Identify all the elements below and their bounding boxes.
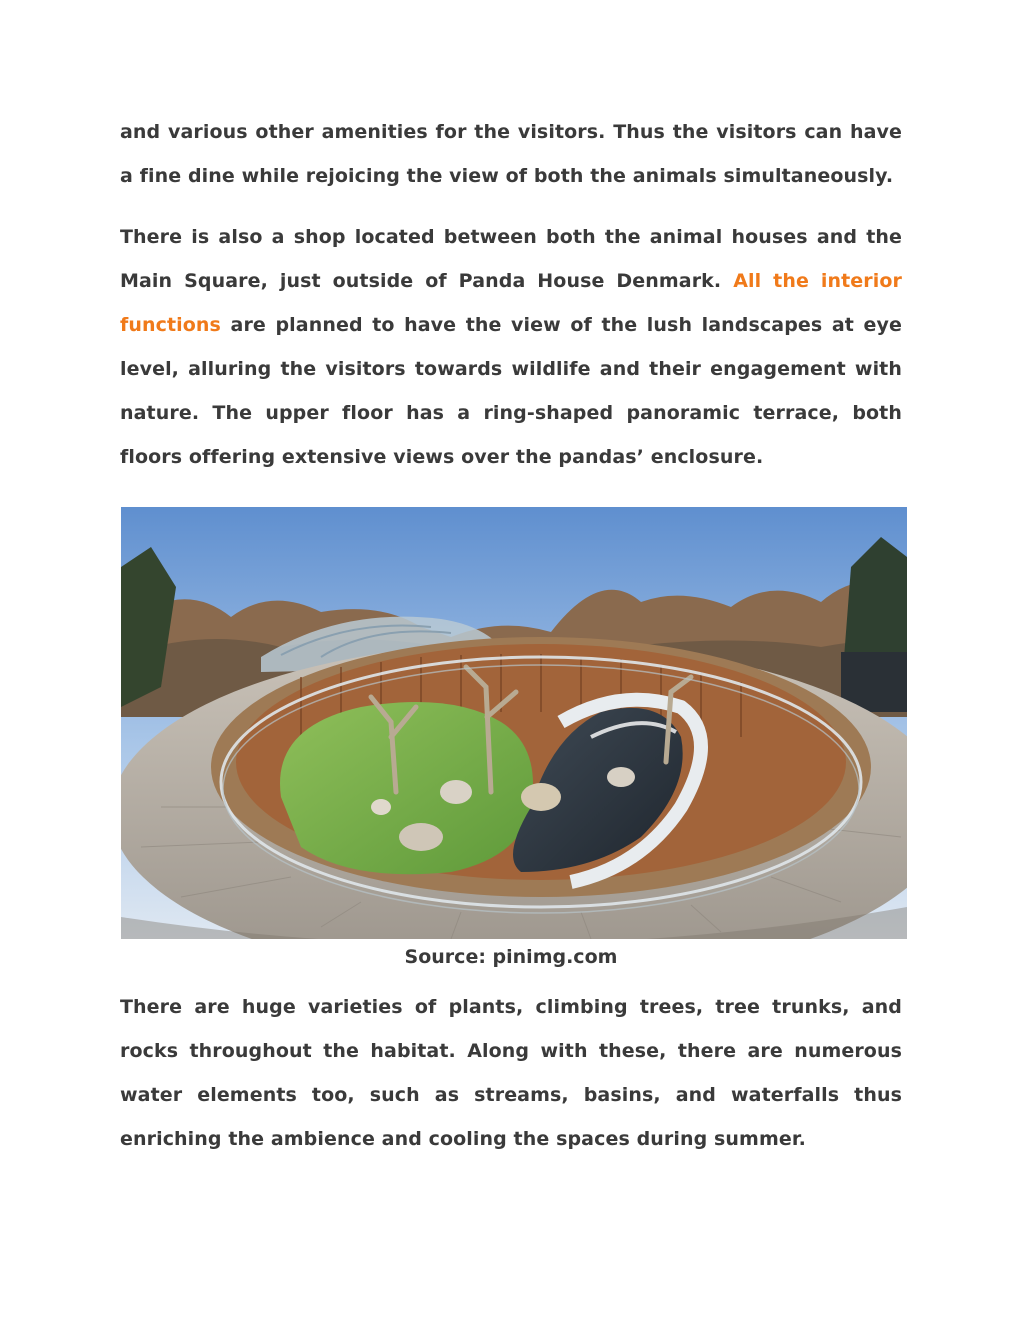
- figure-caption: Source: pinimg.com: [404, 946, 618, 968]
- paragraph-shop-text-end: are planned to have the view of the lush landscapes at eye level, alluring the visitors towards wildlife and their engagement with nature. The upper floor has a ring-shaped panoramic terrace, both floors offering extensive views over the pandas’ enclosure.: [120, 314, 902, 468]
- panda-house-photo: [121, 507, 907, 939]
- interior-functions-link[interactable]: All the interior functions: [120, 270, 902, 336]
- paragraph-shop: [120, 215, 902, 479]
- paragraph-habitat: There are huge varieties of plants, climbing trees, tree trunks, and rocks throughout the habitat. Along with these, there are numerous water elements too, such as streams, basins, and waterfalls thus enriching the ambience and cooling the spaces during summer.: [120, 996, 902, 1150]
- document-page: [120, 110, 902, 1161]
- paragraph-shop-text-start: There is also a shop located between both the animal houses and the Main Square, just outside of Panda House Denmark.: [120, 226, 902, 292]
- paragraph-amenities: and various other amenities for the visitors. Thus the visitors can have a fine dine while rejoicing the view of both the animals simultaneously.: [120, 121, 902, 187]
